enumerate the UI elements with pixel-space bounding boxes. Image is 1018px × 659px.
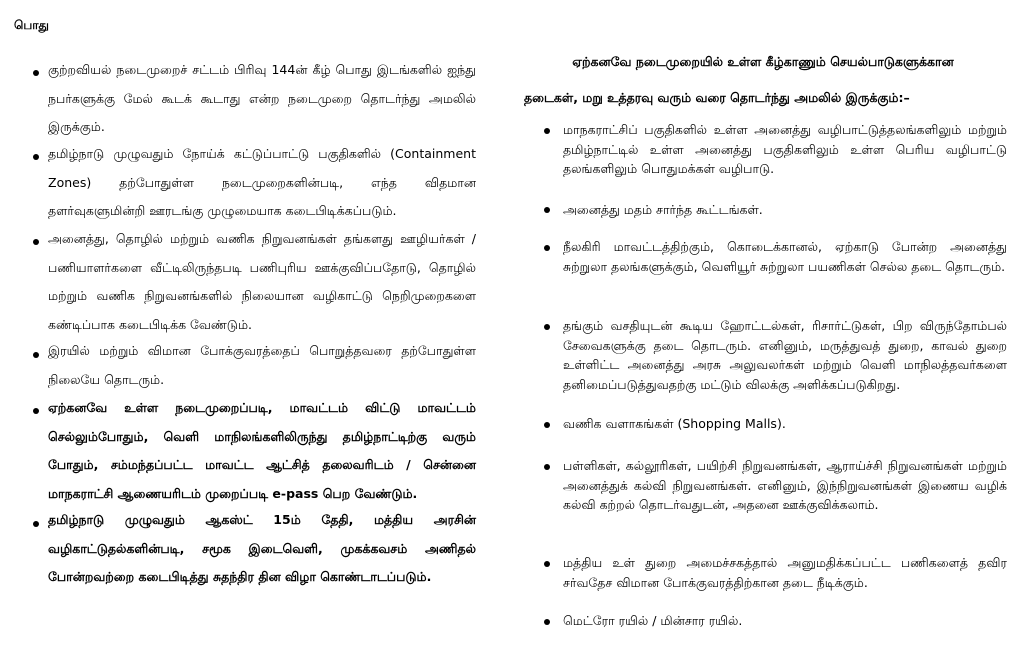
- right-list-item: மெட்ரோ ரயில் / மின்சார ரயில்.: [563, 613, 743, 628]
- right-intro: [524, 44, 968, 116]
- bullet-icon: [544, 464, 550, 470]
- bullet-icon: [33, 408, 39, 414]
- bullet-icon: [544, 324, 550, 330]
- left-list-item: ஏற்கனவே உள்ள நடைமுறைப்படி, மாவட்டம் விட்டு மாவட்டம் செல்லும்போதும், வெளி மாநிலங்களிலிருந்து தமிழ்நாட்டிற்கு வரும் போதும், சம்மந்தப்பட்ட மாவட்ட ஆட்சித் தலைவரிடம் / சென்னை மாநகராட்சி ஆணையரிடம் முறைப்படி e-pass பெற வேண்டும்.: [48, 400, 476, 501]
- section-title: பொது: [14, 18, 49, 32]
- right-list-item: வணிக வளாகங்கள் (Shopping Malls).: [563, 416, 786, 431]
- bullet-icon: [544, 128, 550, 134]
- right-intro-line2: தடைகள், மறு உத்தரவு வரும் வரை தொடர்ந்து அமலில் இருக்கும்:–: [524, 90, 910, 105]
- bullet-icon: [544, 207, 550, 213]
- right-intro-line1: ஏற்கனவே நடைமுறையில் உள்ள கீழ்காணும் செயல்பாடுகளுக்கான: [572, 54, 954, 69]
- left-list-item: குற்றவியல் நடைமுறைச் சட்டம் பிரிவு 144ன் கீழ் பொது இடங்களில் ஐந்து நபர்களுக்கு மேல் கூடக் கூடாது என்ற நடைமுறை தொடர்ந்து அமலில் இருக்கும்.: [48, 62, 476, 134]
- bullet-icon: [33, 521, 39, 527]
- bullet-icon: [33, 352, 39, 358]
- left-list-item: இரயில் மற்றும் விமான போக்குவரத்தைப் பொறுத்தவரை தற்போதுள்ள நிலையே தொடரும்.: [48, 343, 476, 387]
- right-list-item: நீலகிரி மாவட்டத்திற்கும், கொடைக்கானல், ஏற்காடு போன்ற அனைத்து சுற்றுலா தலங்களுக்கும், வெளியூர் சுற்றுலா பயணிகள் செல்ல தடை தொடரும்.: [563, 239, 1007, 274]
- right-list-item: மாநகராட்சிப் பகுதிகளில் உள்ள அனைத்து வழிபாட்டுத்தலங்களிலும் மற்றும் தமிழ்நாட்டில் உள்ள அனைத்து பகுதிகளிலும் உள்ள பெரிய வழிபாட்டு தலங்களிலும் பொதுமக்கள் வழிபாடு.: [563, 122, 1007, 176]
- bullet-icon: [544, 619, 550, 625]
- left-list-item: அனைத்து, தொழில் மற்றும் வணிக நிறுவனங்கள் தங்களது ஊழியர்கள் / பணியாளர்களை வீட்டிலிருந்தபடி பணிபுரிய ஊக்குவிப்பதோடு, தொழில் மற்றும் வணிக நிறுவனங்களில் நிலையான வழிகாட்டு நெறிமுறைகளை கண்டிப்பாக கடைபிடிக்க வேண்டும்.: [48, 231, 476, 332]
- left-list-item: தமிழ்நாடு முழுவதும் நோய்க் கட்டுப்பாட்டு பகுதிகளில் (Containment Zones) தற்போதுள்ள நடைமுறைகளின்படி, எந்த விதமான தளர்வுகளுமின்றி ஊரடங்கு முழுமையாக கடைபிடிக்கப்படும்.: [48, 146, 476, 218]
- bullet-icon: [544, 422, 550, 428]
- bullet-icon: [33, 154, 39, 160]
- bullet-icon: [33, 70, 39, 76]
- right-list-item: பள்ளிகள், கல்லூரிகள், பயிற்சி நிறுவனங்கள், ஆராய்ச்சி நிறுவனங்கள் மற்றும் அனைத்துக் கல்வி நிறுவனங்கள். எனினும், இந்நிறுவனங்கள் இணைய வழிக் கல்வி கற்றல் தொடர்வதுடன், அதனை ஊக்குவிக்கலாம்.: [563, 458, 1007, 512]
- bullet-icon: [33, 239, 39, 245]
- left-list-item: தமிழ்நாடு முழுவதும் ஆகஸ்ட் 15ம் தேதி, மத்திய அரசின் வழிகாட்டுதல்களின்படி, சமூக இடைவெளி, முகக்கவசம் அணிதல் போன்றவற்றை கடைபிடித்து சுதந்திர தின விழா கொண்டாடப்படும்.: [48, 512, 476, 584]
- right-list-item: தங்கும் வசதியுடன் கூடிய ஹோட்டல்கள், ரிசார்ட்டுகள், பிற விருந்தோம்பல் சேவைகளுக்கு தடை தொடரும். எனினும், மருத்துவத் துறை, காவல் துறை உள்ளிட்ட அனைத்து அரசு அலுவலர்கள் மற்றும் வெளி மாநிலத்தவர்களை தனிமைப்படுத்துவதற்கு மட்டும் விலக்கு அளிக்கப்படுகிறது.: [563, 318, 1007, 392]
- bullet-icon: [544, 561, 550, 567]
- bullet-icon: [544, 245, 550, 251]
- right-list-item: அனைத்து மதம் சார்ந்த கூட்டங்கள்.: [563, 202, 763, 217]
- right-list-item: மத்திய உள் துறை அமைச்சகத்தால் அனுமதிக்கப்பட்ட பணிகளைத் தவிர சர்வதேச விமான போக்குவரத்திற்கான தடை நீடிக்கும்.: [563, 555, 1007, 590]
